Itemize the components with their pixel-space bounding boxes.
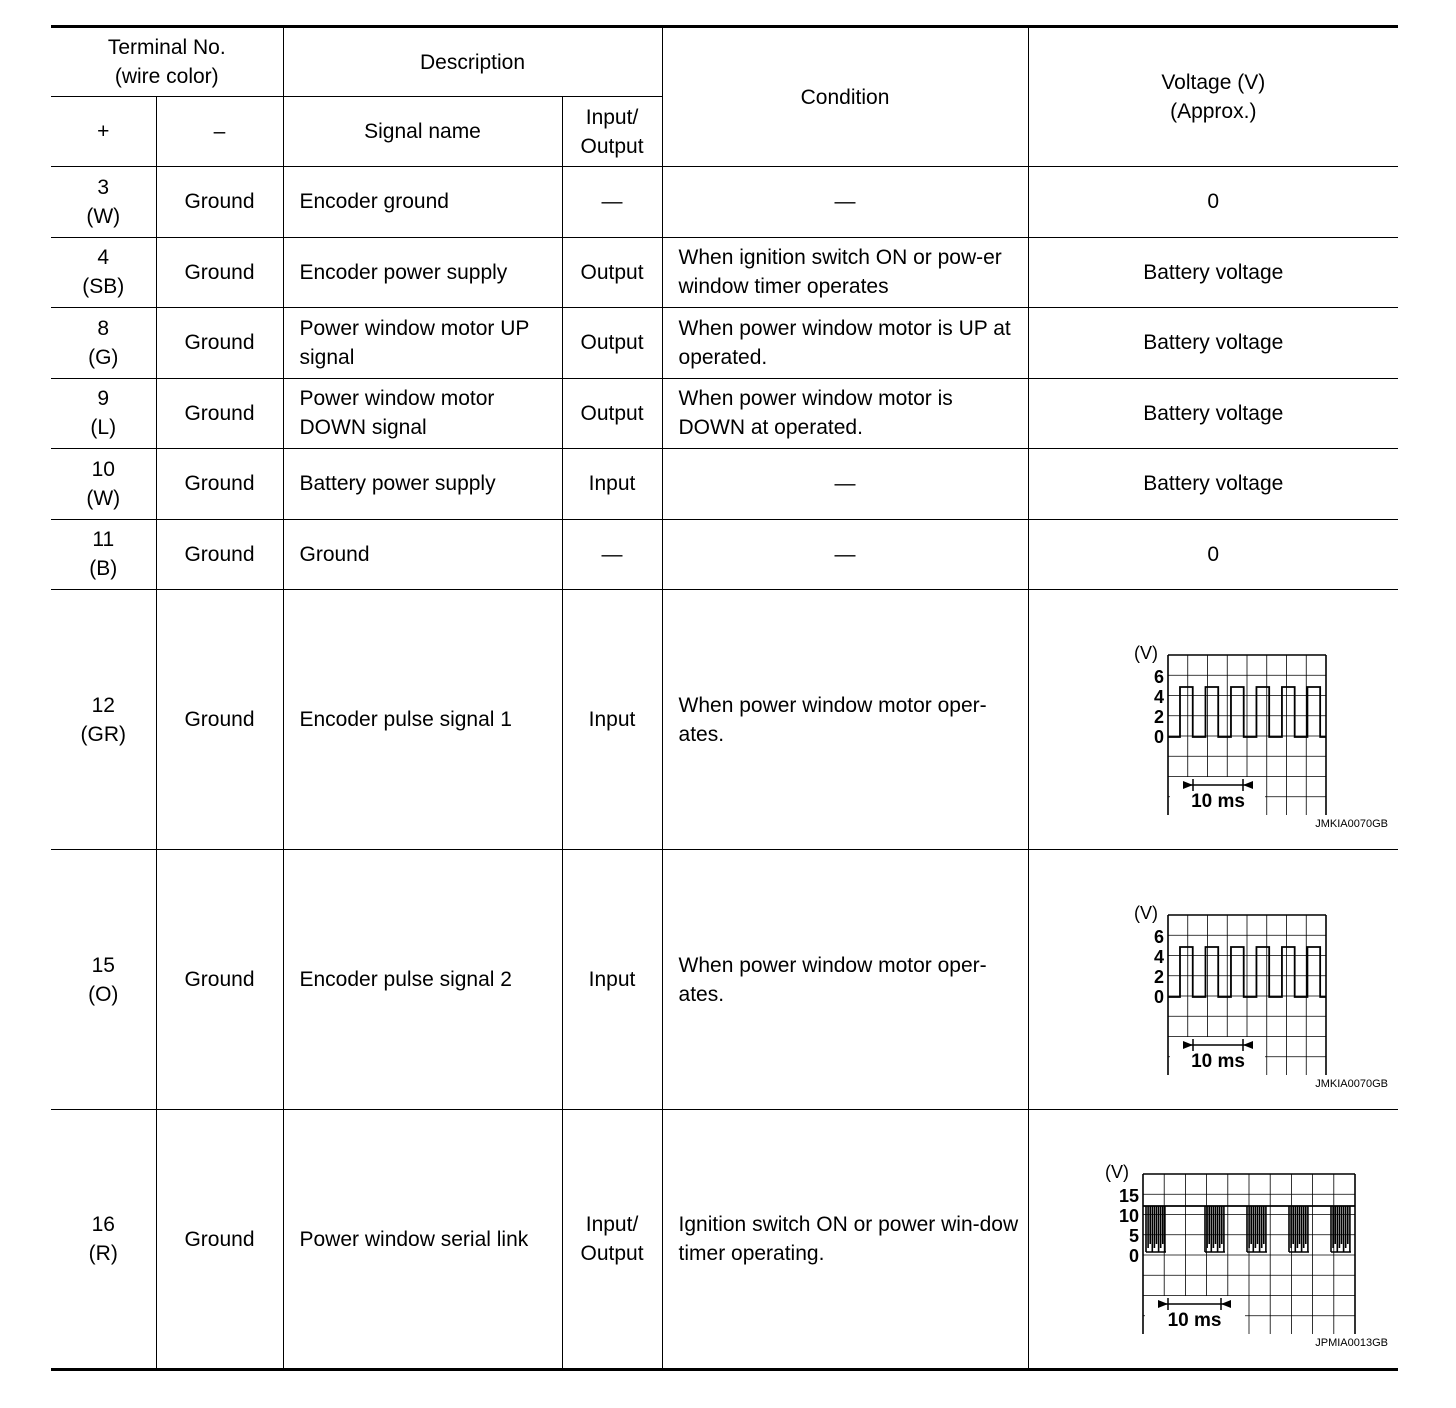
terminal-minus: Ground	[156, 1110, 283, 1370]
terminal-minus: Ground	[156, 167, 283, 238]
tick-label: 0	[1154, 986, 1165, 1007]
terminal-minus: Ground	[156, 449, 283, 520]
voltage: 0	[1028, 519, 1398, 590]
condition: When power window motor oper-ates.	[662, 590, 1028, 850]
signal-name: Battery power supply	[283, 449, 562, 520]
terminal-plus: 10 (W)	[51, 449, 156, 520]
figure-code: JMKIA0070GB	[1315, 818, 1389, 830]
time-scale-label: 10 ms	[1167, 1310, 1222, 1331]
condition: —	[662, 167, 1028, 238]
waveform-graph-icon	[1063, 625, 1363, 815]
terminal-plus: 12 (GR)	[51, 590, 156, 850]
io-dash: —	[562, 167, 662, 238]
signal-name: Power window motor UP signal	[283, 308, 562, 379]
condition: When power window motor is DOWN at operated.	[662, 378, 1028, 449]
minus-header: –	[156, 97, 283, 167]
terminal-table	[51, 25, 1398, 1371]
tick-label: 0	[1129, 1246, 1140, 1266]
unit-label: (V)	[1134, 642, 1159, 663]
waveform-graph-icon	[1063, 885, 1363, 1075]
signal-name: Encoder power supply	[283, 237, 562, 308]
terminal-plus: 8 (G)	[51, 308, 156, 379]
voltage: Battery voltage	[1028, 378, 1398, 449]
figure-code: JMKIA0070GB	[1315, 1078, 1389, 1090]
terminal-no-header: Terminal No. (wire color)	[51, 27, 283, 97]
terminal-minus: Ground	[156, 308, 283, 379]
terminal-plus: 15 (O)	[51, 850, 156, 1110]
plus-header: +	[51, 97, 156, 167]
time-scale-label: 10 ms	[1191, 1050, 1246, 1072]
unit-label: (V)	[1105, 1162, 1130, 1182]
signal-name: Encoder pulse signal 1	[283, 590, 562, 850]
table-row	[51, 308, 1398, 379]
unit-label: (V)	[1134, 902, 1159, 923]
input-output: Input	[562, 449, 662, 520]
input-output: Output	[562, 237, 662, 308]
terminal-plus: 11 (B)	[51, 519, 156, 590]
voltage-header: Voltage (V) (Approx.)	[1028, 27, 1398, 167]
voltage: Battery voltage	[1028, 237, 1398, 308]
terminal-minus: Ground	[156, 237, 283, 308]
figure-code: JPMIA0013GB	[1315, 1337, 1389, 1349]
waveform-graph-icon	[1063, 1144, 1363, 1334]
terminal-minus: Ground	[156, 519, 283, 590]
input-output: Output	[562, 308, 662, 379]
signal-name: Encoder ground	[283, 167, 562, 238]
condition: When power window motor oper-ates.	[662, 850, 1028, 1110]
voltage: 0	[1028, 167, 1398, 238]
input-output: —	[562, 519, 662, 590]
voltage: Battery voltage	[1028, 308, 1398, 379]
condition: When ignition switch ON or pow-er window timer operates	[662, 237, 1028, 308]
table-row	[51, 590, 1398, 850]
table-row	[51, 378, 1398, 449]
input-output-header: Input/ Output	[562, 97, 662, 167]
tick-label: 15	[1119, 1186, 1140, 1206]
voltage-waveform	[1028, 590, 1398, 850]
table-row	[51, 1110, 1398, 1370]
signal-name: Power window serial link	[283, 1110, 562, 1370]
description-header: Description	[283, 27, 662, 97]
input-output: Input/ Output	[562, 1110, 662, 1370]
signal-name: Power window motor DOWN signal	[283, 378, 562, 449]
tick-label: 10	[1119, 1206, 1140, 1226]
tick-label: 6	[1154, 666, 1165, 687]
input-output: Input	[562, 850, 662, 1110]
time-scale-label: 10 ms	[1191, 790, 1246, 812]
signal-name: Encoder pulse signal 2	[283, 850, 562, 1110]
condition: When power window motor is UP at operated.	[662, 308, 1028, 379]
input-output: Input	[562, 590, 662, 850]
voltage: Battery voltage	[1028, 449, 1398, 520]
signal-name: Ground	[283, 519, 562, 590]
tick-label: 4	[1154, 946, 1165, 967]
terminal-plus: 9 (L)	[51, 378, 156, 449]
condition: Ignition switch ON or power win-dow timer operating.	[662, 1110, 1028, 1370]
tick-label: 6	[1154, 926, 1165, 947]
tick-label: 2	[1154, 706, 1165, 727]
tick-label: 4	[1154, 686, 1165, 707]
voltage-waveform	[1028, 1110, 1398, 1370]
tick-label: 0	[1154, 726, 1165, 747]
table-row	[51, 449, 1398, 520]
table-row	[51, 167, 1398, 238]
table-row	[51, 519, 1398, 590]
terminal-minus: Ground	[156, 378, 283, 449]
terminal-minus: Ground	[156, 850, 283, 1110]
condition: —	[662, 519, 1028, 590]
condition: —	[662, 449, 1028, 520]
terminal-plus: 4 (SB)	[51, 237, 156, 308]
terminal-minus: Ground	[156, 590, 283, 850]
voltage-waveform	[1028, 850, 1398, 1110]
condition-header: Condition	[662, 27, 1028, 167]
signal-name-header: Signal name	[283, 97, 562, 167]
table-row	[51, 850, 1398, 1110]
terminal-plus: 16 (R)	[51, 1110, 156, 1370]
terminal-plus: 3 (W)	[51, 167, 156, 238]
tick-label: 5	[1129, 1226, 1140, 1246]
tick-label: 2	[1154, 966, 1165, 987]
table-row	[51, 237, 1398, 308]
input-output: Output	[562, 378, 662, 449]
